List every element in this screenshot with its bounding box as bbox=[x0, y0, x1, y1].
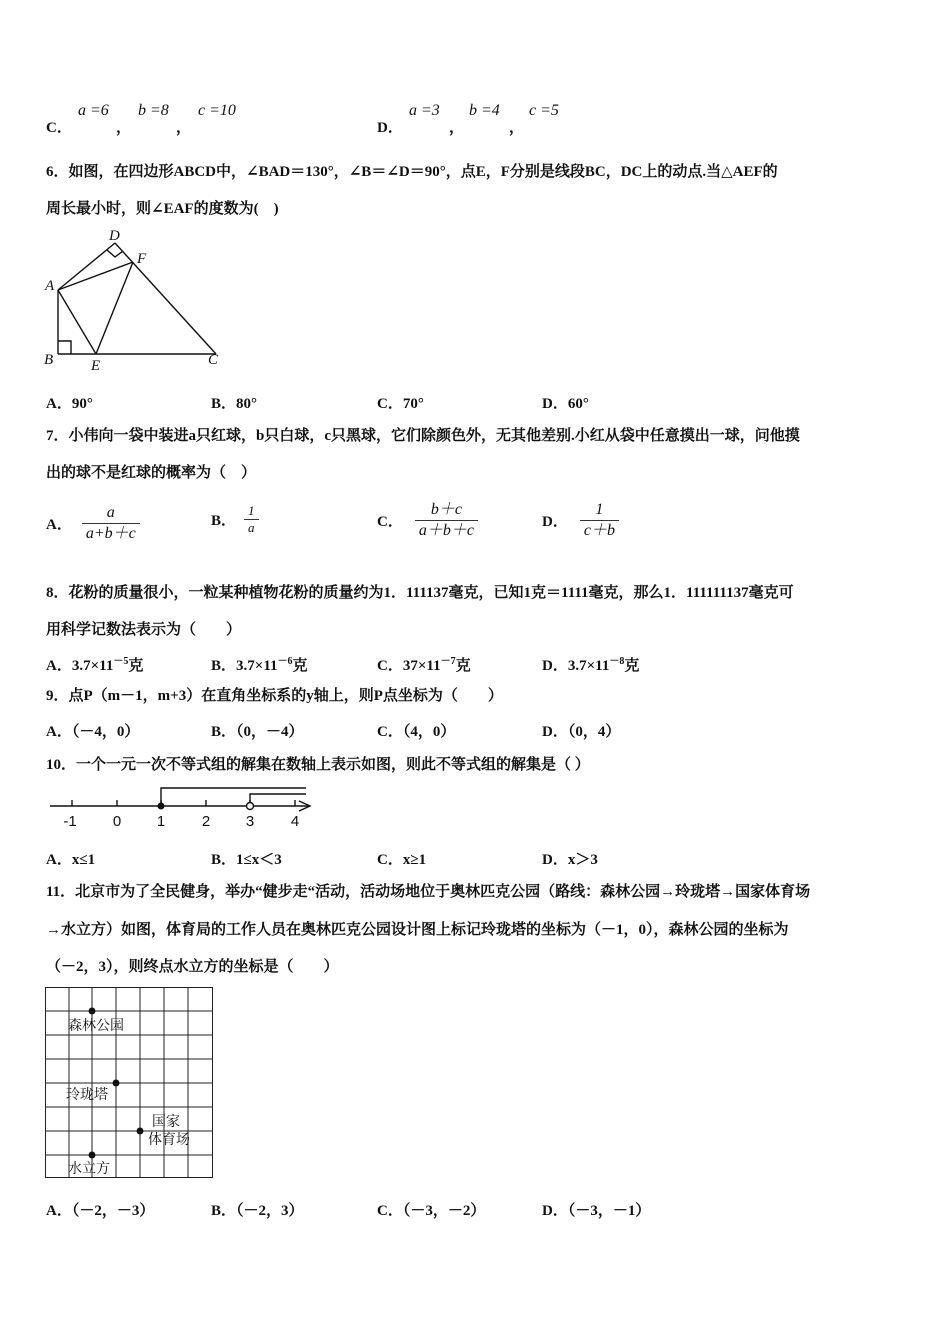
q10-number-line bbox=[44, 784, 324, 830]
solution-bracket-x-gt-3 bbox=[250, 794, 306, 806]
q10-text-line1: 10．一个一元一次不等式组的解集在数轴上表示如图，则此不等式组的解集是（ ） bbox=[46, 757, 590, 773]
q11-text-line1: 11．北京市为了全民健身，举办“健步走“活动，活动场地位于奥林匹克公园（路线：森林公园→玲珑塔→国家体育场 bbox=[46, 884, 811, 900]
tick-label-4: 4 bbox=[290, 813, 300, 830]
q8-option-c bbox=[377, 652, 471, 675]
q11-option-b: B．（－2，3） bbox=[211, 1203, 304, 1219]
fraction-denominator: a＋b＋c bbox=[415, 520, 478, 541]
q8-option-d-unit: 克 bbox=[624, 658, 640, 674]
q9-text-line1: 9．点P（m－1，m+3）在直角坐标系的y轴上，则P点坐标为（ ） bbox=[46, 688, 503, 704]
q11-text-line3: （－2，3），则终点水立方的坐标是（ ） bbox=[46, 959, 339, 975]
q5-option-d-c: c =5 bbox=[529, 102, 559, 119]
q10-option-c: C．x≥1 bbox=[377, 852, 427, 868]
q8-option-d-exp: －8 bbox=[609, 656, 625, 667]
q11-option-a: A．（－2，－3） bbox=[46, 1203, 155, 1219]
q9-option-d: D．（0，4） bbox=[542, 724, 621, 740]
q9-option-b: B．（0，－4） bbox=[211, 724, 304, 740]
q8-text-line2: 用科学记数法表示为（ ） bbox=[46, 622, 242, 638]
q6-option-c: C．70° bbox=[377, 396, 424, 412]
q5-option-c-c: c =10 bbox=[198, 102, 236, 119]
right-angle-b bbox=[58, 341, 71, 354]
fraction-numerator: a bbox=[106, 504, 115, 521]
q8-option-a-base: 3.7×11 bbox=[71, 658, 114, 674]
label-c: C bbox=[208, 352, 219, 368]
q5-option-d-letter: D． bbox=[377, 120, 403, 136]
q8-option-c-exp: －7 bbox=[440, 656, 456, 667]
line-af bbox=[58, 262, 133, 290]
q8-option-c-unit: 克 bbox=[455, 658, 471, 674]
q7-option-c-fraction bbox=[415, 500, 478, 541]
label-f: F bbox=[137, 251, 147, 267]
q8-option-d-letter: D． bbox=[542, 658, 568, 674]
label-b: B bbox=[44, 352, 54, 368]
label-e: E bbox=[91, 358, 101, 374]
tick-label-3: 3 bbox=[245, 813, 255, 830]
q5-option-c-letter: C． bbox=[46, 120, 72, 136]
open-dot-3 bbox=[247, 803, 254, 810]
right-angle-d bbox=[107, 250, 123, 257]
q6-text-line2: 周长最小时，则∠EAF的度数为( ) bbox=[46, 201, 279, 217]
q8-option-a-exp: －5 bbox=[113, 656, 129, 667]
q8-option-d bbox=[542, 652, 639, 675]
fraction-numerator: 1 bbox=[248, 503, 255, 518]
q8-option-c-letter: C． bbox=[377, 658, 403, 674]
q10-option-a: A．x≤1 bbox=[46, 852, 96, 868]
q11-text-line2: →水立方）如图，体育局的工作人员在奥林匹克公园设计图上标记玲珑塔的坐标为（－1，0），森林公园的坐标为 bbox=[46, 922, 789, 938]
q5-option-c-comma2: ， bbox=[176, 120, 192, 136]
forest-park-label: 森林公园 bbox=[68, 1018, 124, 1034]
q8-text-line1: 8．花粉的质量很小，一粒某种植物花粉的质量约为1．111137毫克，已知1克＝1111毫克，那么1．111111137毫克可 bbox=[46, 585, 794, 601]
q5-option-c-b: b =8 bbox=[138, 102, 169, 119]
fraction-denominator: a+b＋c bbox=[82, 523, 140, 544]
q7-text-line1: 7．小伟向一袋中装进a只红球，b只白球，c只黑球，它们除颜色外，无其他差别.小红从袋中任意摸出一球，问他摸 bbox=[46, 428, 800, 444]
q6-text-line1: 6．如图，在四边形ABCD中，∠BAD＝130°，∠B＝∠D＝90°，点E，F分别是线段BC，DC上的动点.当△AEF的 bbox=[46, 164, 778, 180]
tick-label-neg1: -1 bbox=[63, 813, 77, 830]
q5-option-d-comma1: ， bbox=[449, 120, 465, 136]
water-cube-label: 水立方 bbox=[68, 1161, 110, 1177]
label-a: A bbox=[45, 278, 55, 294]
solution-bracket-x-ge-1 bbox=[161, 788, 306, 806]
q5-option-d-comma2: ， bbox=[509, 120, 525, 136]
q8-option-a bbox=[46, 652, 143, 675]
q7-option-c-letter: C． bbox=[377, 514, 403, 530]
tick-label-1: 1 bbox=[156, 813, 166, 830]
q9-option-c: C．（4，0） bbox=[377, 724, 456, 740]
q7-option-c bbox=[377, 500, 478, 541]
q7-option-d bbox=[542, 500, 619, 541]
q10-option-d: D．x＞3 bbox=[542, 852, 598, 868]
q8-option-d-base: 3.7×11 bbox=[567, 658, 610, 674]
q7-option-a bbox=[46, 503, 140, 544]
q7-text-line2: 出的球不是红球的概率为（ ） bbox=[46, 465, 257, 481]
q11-option-c: C．（－3，－2） bbox=[377, 1203, 486, 1219]
q11-park-grid-map bbox=[44, 986, 216, 1180]
q8-option-b-base: 3.7×11 bbox=[236, 658, 278, 674]
q6-quadrilateral-figure bbox=[40, 226, 230, 376]
tick-label-0: 0 bbox=[112, 813, 122, 830]
q7-option-a-letter: A． bbox=[46, 517, 72, 533]
q8-option-a-letter: A． bbox=[46, 658, 72, 674]
q6-option-b: B．80° bbox=[211, 396, 258, 412]
q7-option-b-fraction bbox=[244, 503, 259, 536]
fraction-numerator: 1 bbox=[595, 501, 604, 518]
q7-option-a-fraction bbox=[82, 503, 140, 544]
stadium-label-line1: 国家 bbox=[152, 1114, 180, 1130]
q7-option-b-letter: B． bbox=[211, 513, 237, 529]
line-ae bbox=[58, 290, 96, 354]
q5-option-d-a: a =3 bbox=[409, 102, 440, 119]
water-cube-dot bbox=[89, 1152, 96, 1159]
stadium-label-line2: 体育场 bbox=[148, 1132, 190, 1148]
q8-option-b-exp: －6 bbox=[277, 656, 293, 667]
forest-park-dot bbox=[89, 1008, 96, 1015]
q8-option-b-unit: 克 bbox=[292, 658, 308, 674]
line-dc bbox=[115, 243, 216, 354]
tower-label: 玲珑塔 bbox=[66, 1087, 108, 1103]
stadium-dot bbox=[137, 1128, 144, 1135]
q5-option-d-b: b =4 bbox=[469, 102, 500, 119]
tower-dot bbox=[113, 1080, 120, 1087]
q9-option-a: A．（－4，0） bbox=[46, 724, 140, 740]
q6-option-a: A．90° bbox=[46, 396, 93, 412]
q7-option-d-fraction bbox=[580, 500, 619, 541]
q8-option-b bbox=[211, 652, 308, 675]
fraction-denominator: a bbox=[244, 519, 259, 536]
q7-option-b bbox=[211, 503, 259, 536]
q8-option-a-unit: 克 bbox=[128, 658, 144, 674]
label-d: D bbox=[109, 228, 120, 244]
tick-label-2: 2 bbox=[201, 813, 211, 830]
q6-option-d: D．60° bbox=[542, 396, 589, 412]
fraction-denominator: c＋b bbox=[580, 520, 619, 541]
fraction-numerator: b＋c bbox=[430, 501, 462, 518]
q5-option-c-a: a =6 bbox=[78, 102, 109, 119]
q5-option-c-comma1: ， bbox=[116, 120, 132, 136]
q10-option-b: B．1≤x＜3 bbox=[211, 852, 282, 868]
line-ef bbox=[96, 262, 133, 354]
q8-option-c-base: 37×11 bbox=[402, 658, 441, 674]
line-ad bbox=[58, 243, 115, 290]
q11-option-d: D．（－3，－1） bbox=[542, 1203, 651, 1219]
closed-dot-1 bbox=[158, 803, 165, 810]
q8-option-b-letter: B． bbox=[211, 658, 237, 674]
q7-option-d-letter: D． bbox=[542, 514, 568, 530]
